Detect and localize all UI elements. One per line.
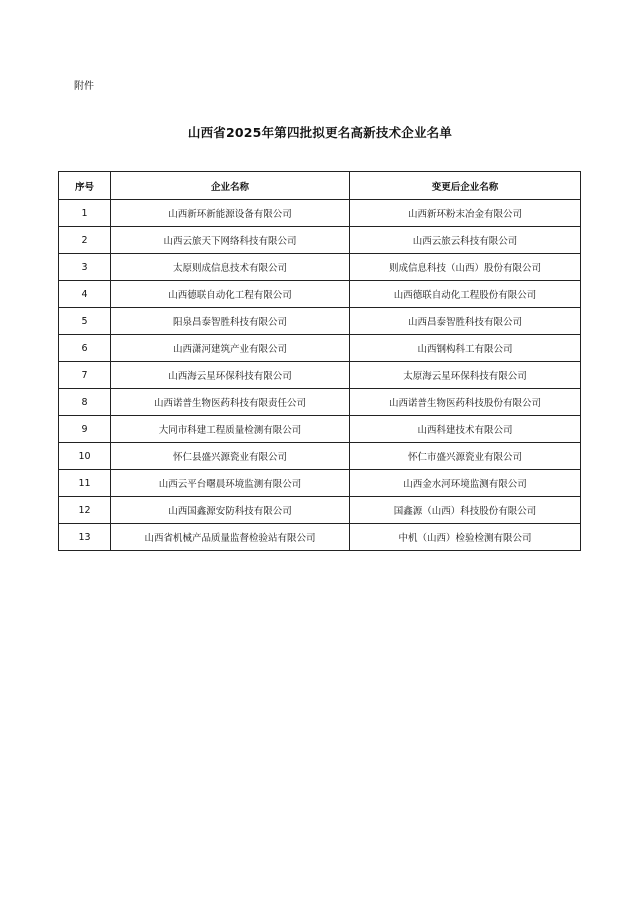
cell-new-company-name: 山西科建技术有限公司 (350, 416, 581, 443)
table-row (59, 281, 581, 308)
cell-new-company-name: 山西金水河环境监测有限公司 (350, 470, 581, 497)
cell-new-company-name: 山西昌泰智胜科技有限公司 (350, 308, 581, 335)
cell-new-company-name: 山西新环粉末冶金有限公司 (350, 200, 581, 227)
table-row (59, 200, 581, 227)
cell-company-name: 山西新环新能源设备有限公司 (111, 200, 350, 227)
cell-serial-number: 11 (59, 470, 111, 497)
cell-new-company-name: 山西钢构科工有限公司 (350, 335, 581, 362)
table-row (59, 227, 581, 254)
table-row (59, 362, 581, 389)
table-row (59, 335, 581, 362)
table-row (59, 416, 581, 443)
header-company-name: 企业名称 (111, 172, 350, 200)
attachment-label: 附件 (74, 81, 94, 92)
cell-company-name: 太原则成信息技术有限公司 (111, 254, 350, 281)
cell-company-name: 怀仁县盛兴源瓷业有限公司 (111, 443, 350, 470)
cell-new-company-name: 国鑫源（山西）科技股份有限公司 (350, 497, 581, 524)
cell-serial-number: 2 (59, 227, 111, 254)
table-header-row (59, 172, 581, 200)
cell-serial-number: 7 (59, 362, 111, 389)
cell-new-company-name: 中机（山西）检验检测有限公司 (350, 524, 581, 551)
cell-company-name: 山西云旅天下网络科技有限公司 (111, 227, 350, 254)
cell-new-company-name: 山西诺普生物医药科技股份有限公司 (350, 389, 581, 416)
table-row (59, 254, 581, 281)
cell-new-company-name: 则成信息科技（山西）股份有限公司 (350, 254, 581, 281)
table-row (59, 443, 581, 470)
cell-serial-number: 12 (59, 497, 111, 524)
cell-serial-number: 6 (59, 335, 111, 362)
cell-company-name: 阳泉昌泰智胜科技有限公司 (111, 308, 350, 335)
table-row (59, 524, 581, 551)
table-row (59, 470, 581, 497)
cell-new-company-name: 山西云旅云科技有限公司 (350, 227, 581, 254)
cell-company-name: 山西德联自动化工程有限公司 (111, 281, 350, 308)
cell-company-name: 山西诺普生物医药科技有限责任公司 (111, 389, 350, 416)
cell-serial-number: 9 (59, 416, 111, 443)
cell-new-company-name: 怀仁市盛兴源瓷业有限公司 (350, 443, 581, 470)
table-row (59, 497, 581, 524)
header-new-company-name: 变更后企业名称 (350, 172, 581, 200)
cell-serial-number: 5 (59, 308, 111, 335)
cell-serial-number: 8 (59, 389, 111, 416)
cell-company-name: 大同市科建工程质量检测有限公司 (111, 416, 350, 443)
cell-company-name: 山西云平台曙晨环境监测有限公司 (111, 470, 350, 497)
header-serial-number: 序号 (59, 172, 111, 200)
cell-serial-number: 3 (59, 254, 111, 281)
cell-company-name: 山西海云星环保科技有限公司 (111, 362, 350, 389)
cell-serial-number: 10 (59, 443, 111, 470)
company-rename-table (58, 171, 581, 551)
cell-company-name: 山西潇河建筑产业有限公司 (111, 335, 350, 362)
document-title: 山西省2025年第四批拟更名高新技术企业名单 (187, 125, 453, 140)
cell-serial-number: 13 (59, 524, 111, 551)
cell-company-name: 山西省机械产品质量监督检验站有限公司 (111, 524, 350, 551)
table-row (59, 389, 581, 416)
cell-company-name: 山西国鑫源安防科技有限公司 (111, 497, 350, 524)
cell-serial-number: 1 (59, 200, 111, 227)
cell-serial-number: 4 (59, 281, 111, 308)
cell-new-company-name: 山西德联自动化工程股份有限公司 (350, 281, 581, 308)
table-row (59, 308, 581, 335)
cell-new-company-name: 太原海云星环保科技有限公司 (350, 362, 581, 389)
